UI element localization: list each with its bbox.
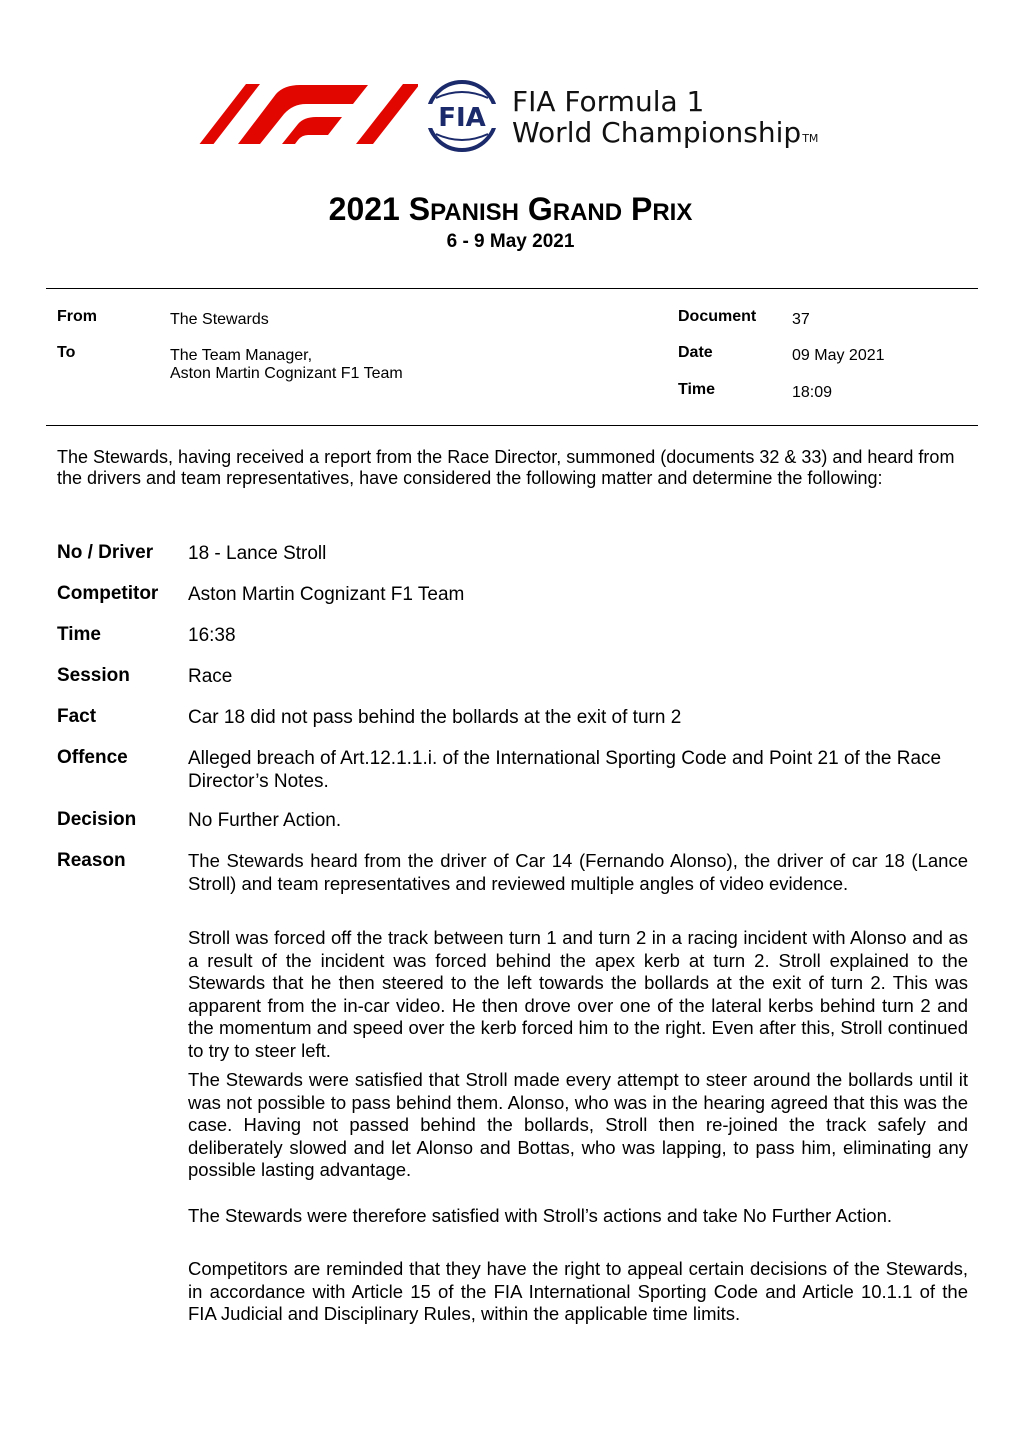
session-value: Race — [188, 666, 233, 687]
time-value: 18:09 — [792, 384, 833, 401]
title-year: 2021 — [328, 191, 400, 227]
trademark-mark: TM — [802, 132, 819, 145]
fact-label: Fact — [57, 706, 97, 727]
date-label: Date — [678, 344, 713, 361]
decision-value: No Further Action. — [188, 810, 342, 831]
intro-paragraph: The Stewards, having received a report from the Race Director, summoned (documents 32 & 33) and heard from the drivers and team representatives, have considered the following matter and determine the following: — [57, 447, 955, 488]
reason-label: Reason — [57, 850, 126, 871]
title-word-grand — [528, 191, 622, 227]
page-title — [0, 190, 1021, 232]
divider-top — [46, 288, 978, 289]
reason-paragraph: The Stewards were satisfied that Stroll made every attempt to steer around the bollards until it was not possible to pass behind them. Alonso, who was in the hearing agreed that this was the case. Having not passed behind the bollards, Stroll then re-joined the track safely and deliberately slowed and let Alonso and Bottas, who was lapping, to pass him, eliminating any possible lasting advantage. — [188, 1069, 968, 1180]
offence-value: Alleged breach of Art.12.1.1.i. of the International Sporting Code and Point 21 of the Race Director’s Notes. — [188, 748, 942, 792]
fia-badge-icon — [416, 80, 508, 152]
title-rest-g: RAND — [552, 199, 623, 226]
f1-logo-icon — [198, 84, 418, 144]
brand-line2-text: World Championship — [512, 116, 802, 149]
fact-value: Car 18 did not pass behind the bollards at the exit of turn 2 — [188, 707, 682, 728]
to-label: To — [57, 344, 76, 361]
divider-bottom — [46, 425, 978, 426]
title-rest-s: PANISH — [430, 199, 519, 226]
reason-paragraph: The Stewards were therefore satisfied with Stroll’s actions and take No Further Action. — [188, 1205, 893, 1226]
date-value: 09 May 2021 — [792, 347, 885, 364]
reason-paragraph: The Stewards heard from the driver of Car 14 (Fernando Alonso), the driver of car 18 (Lance Stroll) and team representatives and reviewed multiple angles of video evidence. — [188, 850, 968, 894]
title-word-spanish — [409, 191, 519, 227]
driver-value: 18 - Lance Stroll — [188, 543, 327, 564]
from-value: The Stewards — [170, 311, 269, 328]
header-logo — [198, 80, 858, 160]
to-value-line2: Aston Martin Cognizant F1 Team — [170, 365, 403, 382]
session-label: Session — [57, 665, 130, 686]
to-value-line1: The Team Manager, — [170, 347, 313, 364]
title-cap-p: P — [630, 191, 653, 227]
competitor-value: Aston Martin Cognizant F1 Team — [188, 584, 465, 605]
competitor-label: Competitor — [57, 583, 159, 604]
time-label: Time — [678, 381, 716, 398]
from-label: From — [57, 308, 97, 325]
document-label: Document — [678, 308, 757, 325]
brand-line2 — [512, 117, 818, 154]
title-rest-p: RIX — [652, 199, 693, 226]
driver-label: No / Driver — [57, 542, 154, 563]
offence-label: Offence — [57, 747, 128, 768]
incident-time-label: Time — [57, 624, 102, 645]
title-cap-s: S — [408, 191, 431, 227]
title-cap-g: G — [527, 191, 553, 227]
appeal-notice-paragraph: Competitors are reminded that they have the right to appeal certain decisions of the Stewards, in accordance with Article 15 of the FIA International Sporting Code and Article 10.1.1 of the FIA Judicial and Disciplinary Rules, within the applicable time limits. — [188, 1258, 968, 1324]
decision-label: Decision — [57, 809, 137, 830]
title-word-prix — [631, 191, 692, 227]
reason-paragraph: Stroll was forced off the track between turn 1 and turn 2 in a racing incident with Alonso and as a result of the incident was forced behind the apex kerb at turn 2. Stroll explained to the Stewards that he then steered to the left towards the bollards at the exit of turn 2. This was apparent from the in-car video. He then drove over one of the lateral kerbs behind turn 2 and the momentum and speed over the kerb forced him to the right. Even after this, Stroll continued to try to steer left. — [188, 927, 968, 1061]
incident-time-value: 16:38 — [188, 625, 236, 646]
fia-badge-text: FIA — [438, 103, 486, 133]
brand-line1: FIA Formula 1 — [512, 85, 705, 118]
brand-text — [512, 86, 818, 154]
event-dates: 6 - 9 May 2021 — [446, 231, 575, 252]
document-value: 37 — [792, 311, 810, 328]
